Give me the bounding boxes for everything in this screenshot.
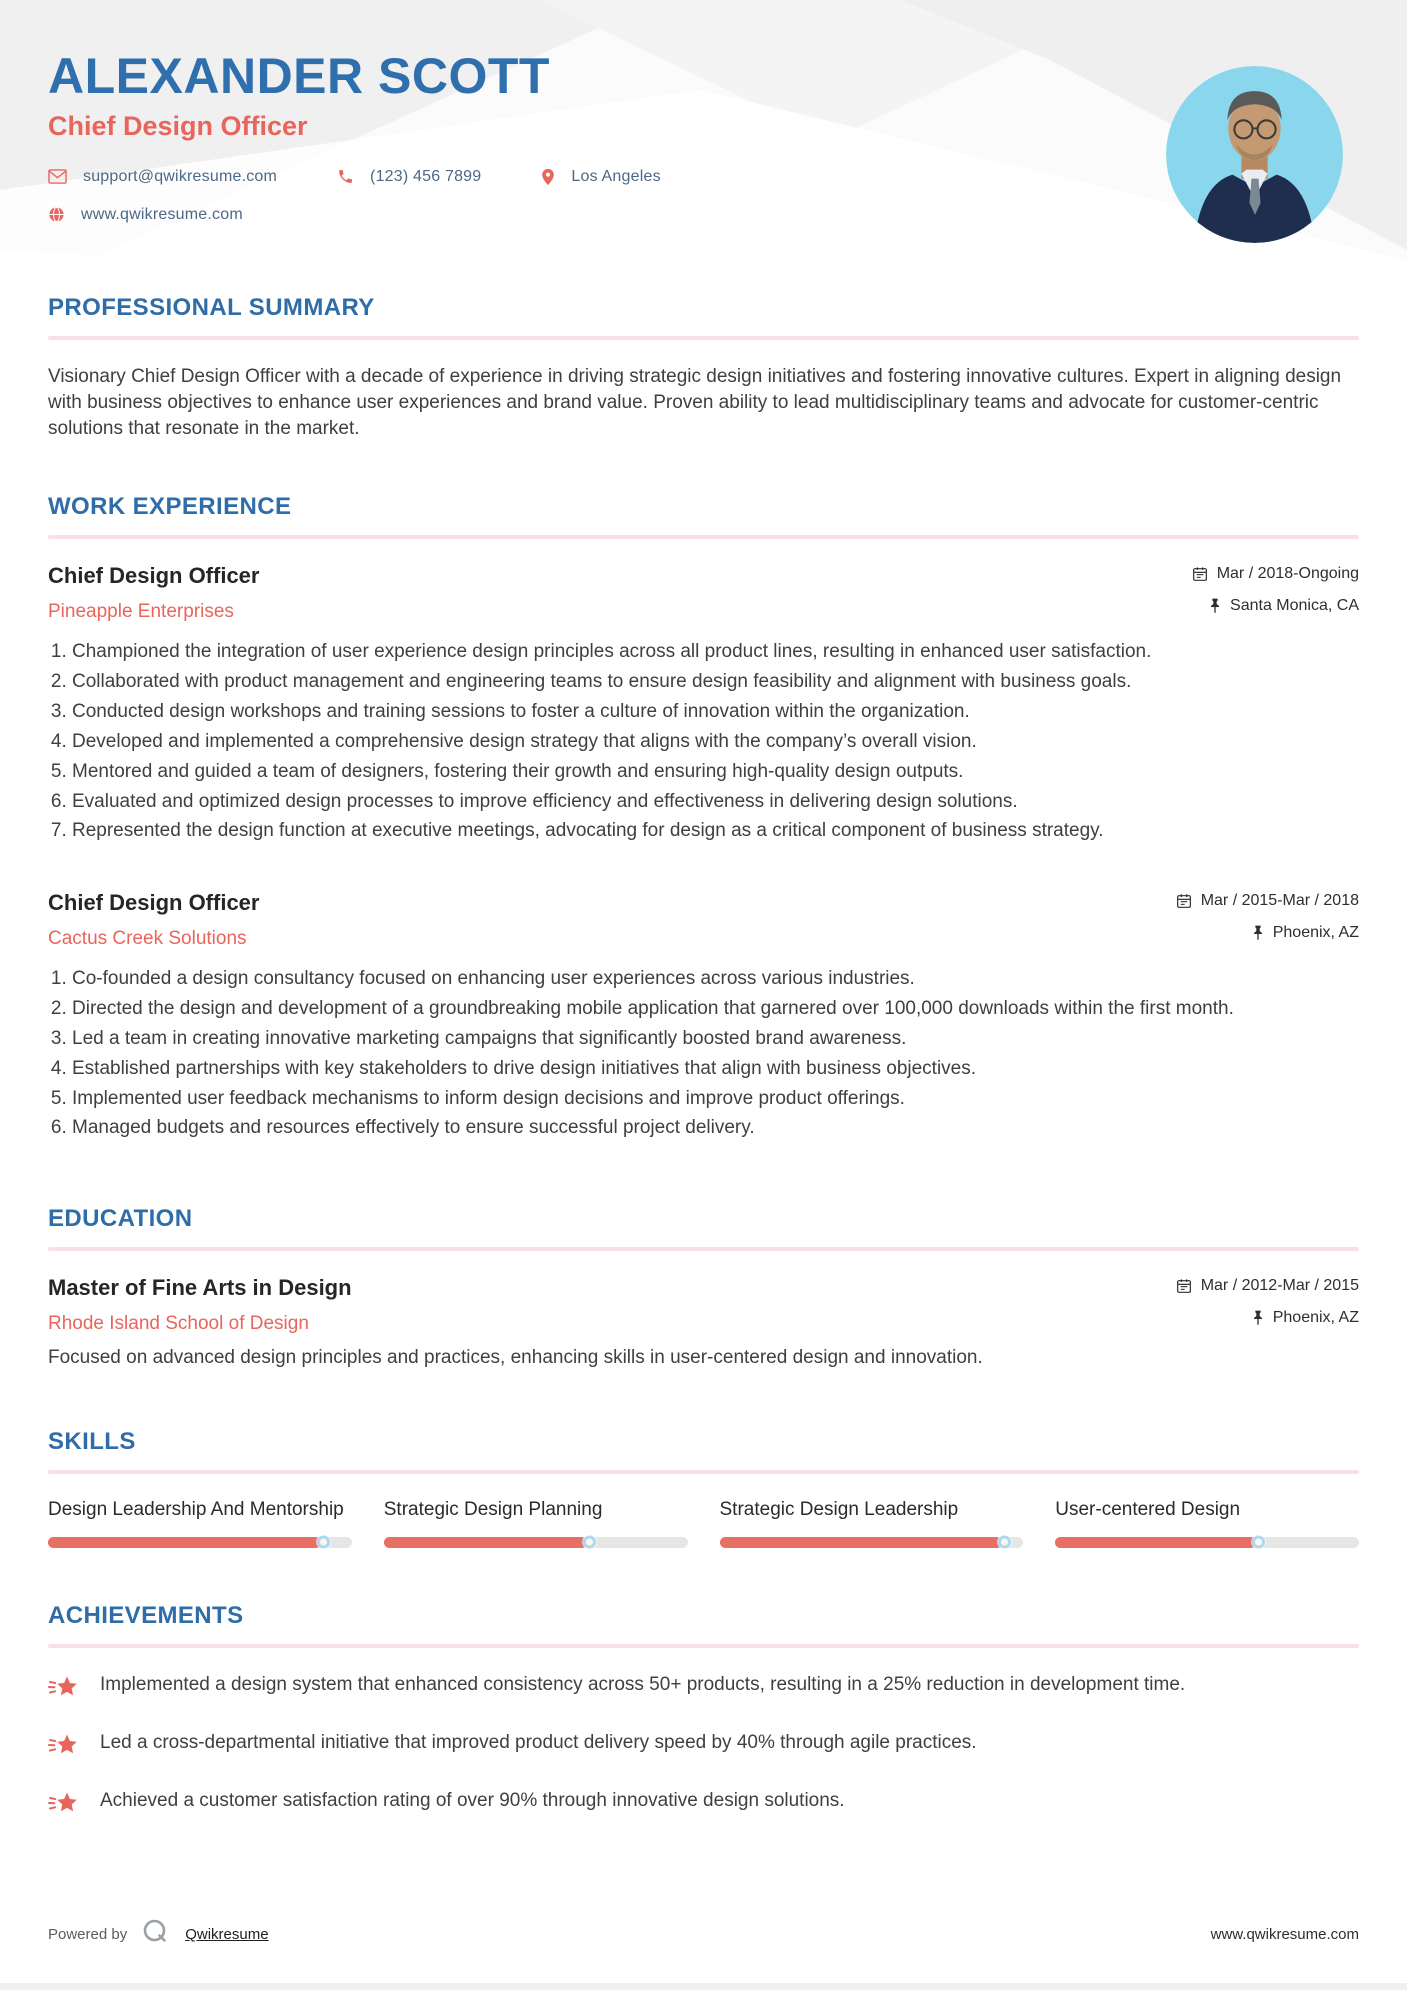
page-bottom-edge: [0, 1983, 1407, 1990]
contact-location-text: Los Angeles: [571, 167, 661, 185]
job-location: [1252, 924, 1359, 942]
job-bullet: 2. Directed the design and development of a groundbreaking mobile application that garnered over 100,000 downloads within the first month.: [72, 996, 1359, 1022]
job-bullet: 1. Co-founded a design consultancy focused on enhancing user experiences across various industries.: [72, 966, 1359, 992]
achievement-item: [48, 1730, 1359, 1764]
skill-label: User-centered Design: [1055, 1498, 1241, 1520]
skill-item-3: [720, 1498, 1024, 1548]
skills-grid: [48, 1498, 1359, 1548]
job-bullet: 7. Represented the design function at executive meetings, advocating for design as a critical component of business strategy.: [72, 818, 1359, 844]
job-location: [1209, 597, 1359, 615]
calendar-icon: [1176, 1278, 1192, 1294]
job-title: Chief Design Officer: [48, 563, 260, 589]
section-divider: [48, 1644, 1359, 1648]
section-work-experience: [48, 493, 1359, 1141]
contact-email[interactable]: [48, 168, 277, 186]
slider-handle[interactable]: [583, 1536, 596, 1549]
brand-link[interactable]: Qwikresume: [185, 1926, 269, 1943]
skill-item-4: [1055, 1498, 1359, 1548]
person-name: ALEXANDER SCOTT: [48, 48, 550, 104]
skill-label: Strategic Design Planning: [383, 1498, 603, 1520]
skill-slider[interactable]: [48, 1537, 352, 1548]
contact-location: [541, 168, 660, 186]
job-date-text: Mar / 2015-Mar / 2018: [1200, 892, 1359, 910]
skill-label: Design Leadership And Mentorship: [48, 1498, 344, 1520]
person-title: Chief Design Officer: [48, 110, 308, 141]
job-bullet: 4. Established partnerships with key stakeholders to drive design initiatives that align with business objectives.: [72, 1056, 1359, 1082]
job-bullet: 2. Collaborated with product management and engineering teams to ensure design feasibility and alignment with business goals.: [72, 669, 1359, 695]
achievement-item: [48, 1672, 1359, 1706]
globe-icon: [48, 206, 65, 223]
job-bullet-list: [50, 966, 1359, 1141]
summary-heading: PROFESSIONAL SUMMARY: [48, 294, 375, 321]
section-divider: [48, 1470, 1359, 1474]
job-bullet: 3. Conducted design workshops and training sessions to foster a culture of innovation within the organization.: [72, 699, 1359, 725]
section-divider: [48, 336, 1359, 340]
resume-header: [0, 0, 1407, 250]
star-icon: [48, 1731, 80, 1764]
envelope-icon: [48, 169, 67, 184]
summary-text: Visionary Chief Design Officer with a decade of experience in driving strategic design initiatives and fostering innovative cultures. Expert in aligning design with business objectives to enhance user experiences and brand value. Proven ability to lead multidisciplinary teams and advocate for customer-centric solutions that resonate in the market.: [48, 366, 1342, 439]
resume-content: [0, 294, 1407, 1822]
skill-slider-fill: [1055, 1537, 1255, 1548]
section-professional-summary: [48, 294, 1359, 441]
education-date-text: Mar / 2012-Mar / 2015: [1200, 1277, 1359, 1295]
skill-slider-fill: [720, 1537, 1002, 1548]
calendar-icon: [1192, 566, 1208, 582]
skill-slider[interactable]: [384, 1537, 688, 1548]
avatar: [1166, 66, 1343, 243]
calendar-icon: [1176, 893, 1192, 909]
contact-phone-text: (123) 456 7899: [370, 167, 482, 185]
job-date-text: Mar / 2018-Ongoing: [1216, 565, 1359, 583]
job-bullet: 5. Implemented user feedback mechanisms to inform design decisions and improve product offerings.: [72, 1086, 1359, 1112]
pushpin-icon: [1252, 925, 1264, 941]
star-icon: [48, 1789, 80, 1822]
education-entry: [48, 1275, 1359, 1372]
job-bullet: 1. Championed the integration of user experience design principles across all product lines, resulting in enhanced user satisfaction.: [72, 639, 1359, 665]
job-bullet: 6. Managed budgets and resources effectively to ensure successful project delivery.: [72, 1115, 1359, 1141]
job-bullet: 3. Led a team in creating innovative marketing campaigns that significantly boosted brand awareness.: [72, 1026, 1359, 1052]
contact-website[interactable]: [48, 206, 243, 224]
contact-website-text: www.qwikresume.com: [81, 205, 243, 223]
map-pin-icon: [541, 168, 555, 186]
job-company: Cactus Creek Solutions: [48, 928, 247, 950]
education-location-text: Phoenix, AZ: [1272, 1309, 1359, 1327]
skills-heading: SKILLS: [48, 1427, 136, 1455]
slider-handle[interactable]: [1252, 1536, 1265, 1549]
job-bullet-list: [50, 639, 1359, 844]
skill-slider[interactable]: [1055, 1537, 1359, 1548]
job-location-text: Santa Monica, CA: [1230, 597, 1359, 615]
phone-icon: [337, 168, 354, 185]
job-date: [1192, 565, 1359, 583]
job-date: [1176, 892, 1359, 910]
job-bullet: 6. Evaluated and optimized design processes to improve efficiency and effectiveness in delivering design solutions.: [72, 789, 1359, 815]
skill-label: Strategic Design Leadership: [719, 1498, 959, 1520]
section-education: [48, 1205, 1359, 1372]
q-logo-icon: [141, 1917, 171, 1952]
achievement-text: Achieved a customer satisfaction rating of over 90% through innovative design solutions.: [100, 1789, 845, 1811]
job-bullet: 4. Developed and implemented a comprehensive design strategy that aligns with the company’s overall vision.: [72, 729, 1359, 755]
achievement-item: [48, 1788, 1359, 1822]
star-icon: [48, 1673, 80, 1706]
work-heading: WORK EXPERIENCE: [48, 493, 292, 521]
contact-phone: [337, 168, 481, 186]
footer-site-url: www.qwikresume.com: [1210, 1926, 1359, 1943]
contact-block: [48, 168, 1359, 224]
skill-item-1: [48, 1498, 352, 1548]
pushpin-icon: [1209, 598, 1221, 614]
page-footer: [48, 1917, 1359, 1952]
skill-slider[interactable]: [720, 1537, 1024, 1548]
achievement-text: Led a cross-departmental initiative that improved product delivery speed by 40% through agile practices.: [100, 1731, 977, 1753]
job-bullet: 5. Mentored and guided a team of designers, fostering their growth and ensuring high-quality design outputs.: [72, 759, 1359, 785]
skill-slider-fill: [48, 1537, 321, 1548]
pushpin-icon: [1252, 1310, 1264, 1326]
degree-title: Master of Fine Arts in Design: [48, 1275, 352, 1301]
contact-email-text: support@qwikresume.com: [83, 167, 278, 185]
education-heading: EDUCATION: [48, 1205, 193, 1233]
achievement-text: Implemented a design system that enhanced consistency across 50+ products, resulting in a 25% reduction in development time.: [100, 1673, 1186, 1695]
skill-item-2: [384, 1498, 688, 1548]
education-location: [1252, 1309, 1359, 1327]
job-company: Pineapple Enterprises: [48, 601, 234, 623]
powered-by-label: Powered by: [48, 1926, 128, 1943]
section-skills: [48, 1428, 1359, 1548]
achievements-heading: ACHIEVEMENTS: [48, 1601, 244, 1629]
job-entry-2: [48, 890, 1359, 1141]
job-entry-1: [48, 563, 1359, 844]
skill-slider-fill: [384, 1537, 588, 1548]
section-achievements: [48, 1602, 1359, 1822]
education-date: [1176, 1277, 1359, 1295]
slider-handle[interactable]: [998, 1536, 1011, 1549]
section-divider: [48, 1247, 1359, 1251]
job-location-text: Phoenix, AZ: [1272, 924, 1359, 942]
section-divider: [48, 535, 1359, 539]
slider-handle[interactable]: [317, 1536, 330, 1549]
job-title: Chief Design Officer: [48, 890, 260, 916]
school-name: Rhode Island School of Design: [48, 1313, 309, 1335]
education-description: Focused on advanced design principles and practices, enhancing skills in user-centered design and innovation.: [48, 1347, 983, 1369]
